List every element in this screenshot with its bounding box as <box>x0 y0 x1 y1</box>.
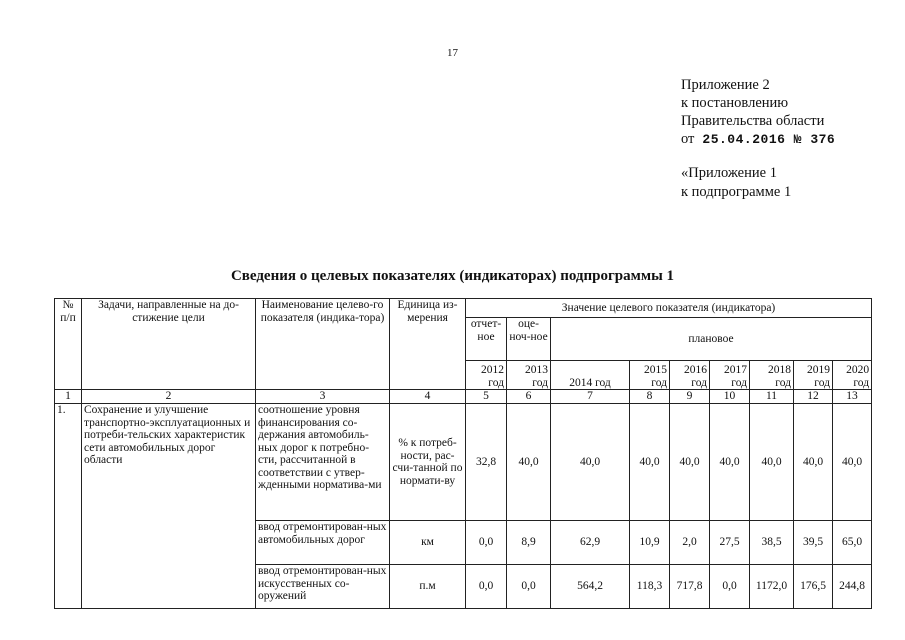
appendix-line-6: к подпрограмме 1 <box>681 184 792 200</box>
appendix-line-3: Правительства области <box>681 113 825 129</box>
table-row <box>55 404 872 521</box>
value-cell: 32,8 <box>466 404 507 521</box>
indicator-cell: соотношение уровня финансирования со-держания автомобиль-ных дорог к потребно-сти, рассчитанной в соответствии с утвер-жденными норматива-ми <box>256 404 390 521</box>
appendix-from: от <box>681 131 695 147</box>
header-year: 2012 год <box>466 361 507 390</box>
value-cell: 40,0 <box>794 404 833 521</box>
column-number: 10 <box>710 390 750 404</box>
header-year: 2016 год <box>670 361 710 390</box>
unit-cell: п.м <box>390 565 466 609</box>
value-cell: 40,0 <box>833 404 872 521</box>
header-reported: отчет-ное <box>466 318 507 361</box>
header-unit: Единица из-мерения <box>390 299 466 390</box>
header-year: 2015 год <box>630 361 670 390</box>
header-value: Значение целевого показателя (индикатора) <box>466 299 872 318</box>
value-cell: 40,0 <box>750 404 794 521</box>
value-cell: 40,0 <box>710 404 750 521</box>
indicator-cell: ввод отремонтирован-ных искусственных со-оружений <box>256 565 390 609</box>
column-number: 5 <box>466 390 507 404</box>
value-cell: 38,5 <box>750 521 794 565</box>
value-cell: 0,0 <box>507 565 551 609</box>
value-cell: 564,2 <box>551 565 630 609</box>
header-year: 2020 год <box>833 361 872 390</box>
appendix-header <box>681 76 835 149</box>
value-cell: 65,0 <box>833 521 872 565</box>
unit-cell: км <box>390 521 466 565</box>
header-year: 2019 год <box>794 361 833 390</box>
order-date-number: 25.04.2016 № 376 <box>702 132 836 147</box>
column-number: 1 <box>55 390 82 404</box>
header-year: 2018 год <box>750 361 794 390</box>
document-title: Сведения о целевых показателях (индикаторах) подпрограммы 1 <box>230 268 675 284</box>
header-planned: плановое <box>551 318 872 361</box>
column-number: 3 <box>256 390 390 404</box>
header-task: Задачи, направленные на до-стижение цели <box>82 299 256 390</box>
appendix-line-2: к постановлению <box>681 95 789 111</box>
indicator-cell: ввод отремонтирован-ных автомобильных дорог <box>256 521 390 565</box>
value-cell: 40,0 <box>551 404 630 521</box>
column-number: 11 <box>750 390 794 404</box>
column-number: 8 <box>630 390 670 404</box>
column-number: 7 <box>551 390 630 404</box>
header-indicator: Наименование целево-го показателя (индика-тора) <box>256 299 390 390</box>
value-cell: 40,0 <box>670 404 710 521</box>
value-cell: 717,8 <box>670 565 710 609</box>
task-cell: Сохранение и улучшение транспортно-эксплуатационных и потреби-тельских характеристик сети автомобильных дорог области <box>82 404 256 609</box>
header-estimated: оце-ноч-ное <box>507 318 551 361</box>
appendix-order-line <box>681 130 835 149</box>
value-cell: 39,5 <box>794 521 833 565</box>
header-year: 2014 год <box>551 361 630 390</box>
appendix-line-1: Приложение 2 <box>681 77 770 93</box>
column-number: 9 <box>670 390 710 404</box>
value-cell: 176,5 <box>794 565 833 609</box>
value-cell: 244,8 <box>833 565 872 609</box>
appendix-line-5: «Приложение 1 <box>681 165 777 181</box>
appendix-subheader <box>681 164 791 202</box>
row-number: 1. <box>55 404 82 609</box>
value-cell: 62,9 <box>551 521 630 565</box>
value-cell: 0,0 <box>466 565 507 609</box>
value-cell: 2,0 <box>670 521 710 565</box>
header-year: 2013 год <box>507 361 551 390</box>
column-number: 6 <box>507 390 551 404</box>
value-cell: 27,5 <box>710 521 750 565</box>
value-cell: 8,9 <box>507 521 551 565</box>
unit-cell: % к потреб-ности, рас-счи-танной по нормати-ву <box>390 404 466 521</box>
page-number: 17 <box>447 47 458 59</box>
column-number: 12 <box>794 390 833 404</box>
column-number: 13 <box>833 390 872 404</box>
value-cell: 0,0 <box>466 521 507 565</box>
header-year: 2017 год <box>710 361 750 390</box>
value-cell: 0,0 <box>710 565 750 609</box>
indicators-table <box>54 298 872 609</box>
value-cell: 1172,0 <box>750 565 794 609</box>
value-cell: 118,3 <box>630 565 670 609</box>
value-cell: 40,0 <box>507 404 551 521</box>
value-cell: 40,0 <box>630 404 670 521</box>
column-number: 2 <box>82 390 256 404</box>
column-number: 4 <box>390 390 466 404</box>
value-cell: 10,9 <box>630 521 670 565</box>
header-num: № п/п <box>55 299 82 390</box>
